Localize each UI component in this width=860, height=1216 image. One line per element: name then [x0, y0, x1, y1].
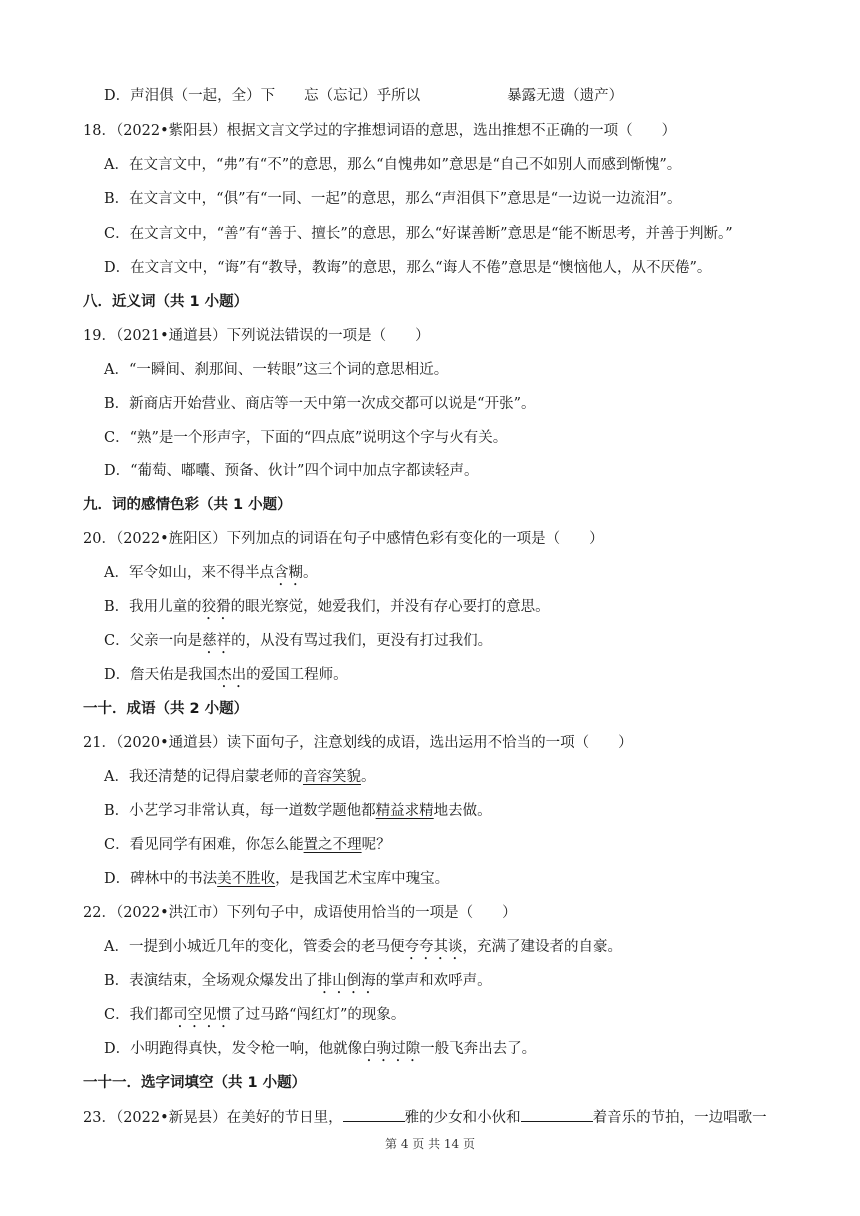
option-19c: C．“熟”是一个形声字，下面的“四点底”说明这个字与火有关。: [104, 430, 508, 446]
emphasized-word: 白驹过隙: [362, 1041, 421, 1057]
question-23-part3: 着音乐的节拍，一边唱歌一: [592, 1110, 767, 1126]
option-21c: C．看见同学有困难，你怎么能置之不理呢？: [104, 837, 391, 853]
option-22b: B．表演结束，全场观众爆发出了排山倒海的掌声和欢呼声。: [104, 973, 492, 989]
emphasized-word: 司空见惯: [173, 1007, 232, 1023]
emphasized-word: 置之不理: [303, 837, 362, 853]
option-22a: A．一提到小城近几年的变化，管委会的老马便夸夸其谈，充满了建设者的自豪。: [104, 939, 622, 955]
section-heading-10: 一十．成语（共 2 小题）: [83, 701, 249, 717]
option-18a: A．在文言文中，“弗”有“不”的意思，那么“自愧弗如”意思是“自己不如别人而感到惭愧”。: [104, 157, 682, 173]
question-20: 20．（2022•旌阳区）下列加点的词语在句子中感情色彩有变化的一项是（ ）: [83, 531, 604, 547]
section-heading-11: 一十一．选字词填空（共 1 小题）: [83, 1075, 307, 1091]
question-18: 18．（2022•紫阳县）根据文言文学过的字推想词语的意思，选出推想不正确的一项（ ）: [83, 123, 677, 139]
question-22: 22．（2022•洪江市）下列句子中，成语使用恰当的一项是（ ）: [83, 905, 517, 921]
option-18b: B．在文言文中，“俱”有“一同、一起”的意思，那么“声泪俱下”意思是“一边说一边流泪”。: [104, 191, 682, 207]
option-22c: C．我们都司空见惯了过马路“闯红灯”的现象。: [104, 1007, 406, 1023]
option-20b: B．我用儿童的狡猾的眼光察觉，她爱我们，并没有存心要打的意思。: [104, 599, 550, 615]
option-19d: D．“葡萄、嘟囔、预备、伙计”四个词中加点字都读轻声。: [104, 463, 479, 479]
question-23-part2: 雅的少女和小伙和: [404, 1110, 521, 1126]
fill-blank-2[interactable]: [521, 1107, 593, 1122]
option-19a: A．“一瞬间、刹那间、一转眼”这三个词的意思相近。: [104, 362, 449, 378]
question-23-part1: 23．（2022•新晃县）在美好的节日里，: [83, 1110, 343, 1126]
emphasized-word: 含糊: [273, 565, 303, 581]
fill-blank-1[interactable]: [343, 1107, 405, 1122]
option-20d: D．詹天佑是我国杰出的爱国工程师。: [104, 667, 348, 683]
emphasized-word: 狡猾: [201, 599, 231, 615]
option-20a: A．军令如山，来不得半点含糊。: [104, 565, 318, 581]
option-19b: B．新商店开始营业、商店等一天中第一次成交都可以说是“开张”。: [104, 396, 536, 412]
question-21: 21．（2020•通道县）读下面句子，注意划线的成语，选出运用不恰当的一项（ ）: [83, 735, 633, 751]
option-22d: D．小明跑得真快，发令枪一响，他就像白驹过隙一般飞奔出去了。: [104, 1041, 537, 1057]
option-17d: D．声泪俱（一起，全）下 忘（忘记）乎所以 暴露无遗（遗产）: [104, 88, 624, 104]
emphasized-word: 精益求精: [375, 803, 434, 819]
emphasized-word: 夸夸其谈: [404, 939, 463, 955]
option-21a: A．我还清楚的记得启蒙老师的音容笑貌。: [104, 769, 376, 785]
page-footer: 第 4 页 共 14 页: [385, 1137, 475, 1151]
emphasized-word: 杰出: [217, 667, 247, 683]
emphasized-word: 美不胜收: [217, 871, 276, 887]
question-19: 19．（2021•通道县）下列说法错误的一项是（ ）: [83, 328, 430, 344]
option-18c: C．在文言文中，“善”有“善于、擅长”的意思，那么“好谋善断”意思是“能不断思考，并善于判断。”: [104, 226, 733, 242]
emphasized-word: 慈祥: [202, 633, 232, 649]
emphasized-word: 排山倒海: [317, 973, 376, 989]
option-18d: D．在文言文中，“诲”有“教导，教诲”的意思，那么“诲人不倦”意思是“懊恼他人，从不厌倦”。: [104, 260, 712, 276]
option-20c: C．父亲一向是慈祥的，从没有骂过我们，更没有打过我们。: [104, 633, 493, 649]
section-heading-8: 八．近义词（共 1 小题）: [83, 294, 249, 310]
question-23: [83, 1107, 767, 1128]
emphasized-word: 音容笑貌: [302, 769, 361, 785]
option-21b: B．小艺学习非常认真，每一道数学题他都精益求精地去做。: [104, 803, 492, 819]
section-heading-9: 九．词的感情色彩（共 1 小题）: [83, 497, 292, 513]
option-21d: D．碑林中的书法美不胜收，是我国艺术宝库中瑰宝。: [104, 871, 450, 887]
